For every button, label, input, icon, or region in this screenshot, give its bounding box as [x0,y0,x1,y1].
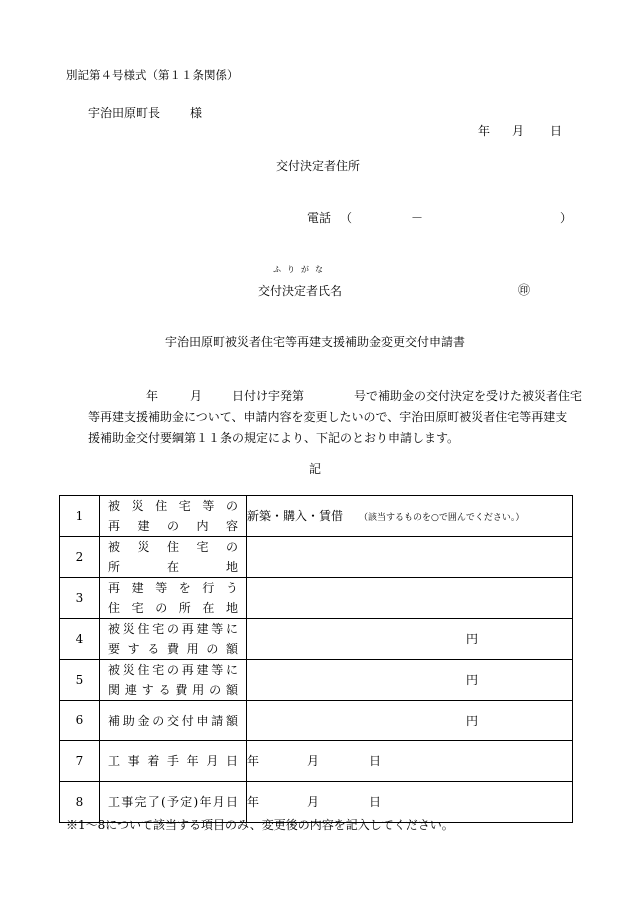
item-line: 関連する費用の額 [108,683,238,697]
cell-year: 年 [247,753,260,768]
item-line: 被災住宅の再建等に [108,663,238,677]
phone-open-paren: （ [340,211,353,225]
row-item [100,701,247,741]
choice-note: （該当するものを○で囲んでください。） [359,512,525,523]
yen-unit: 円 [465,631,478,646]
seal-mark: ㊞ [518,283,531,297]
related-cost-field[interactable] [247,660,573,701]
item-line: 補助金の交付申請額 [108,713,238,728]
phone-dash: － [411,211,424,225]
cell-month: 月 [307,794,320,809]
table-row [60,660,573,701]
application-date [478,124,562,138]
new-house-location-field[interactable] [247,578,573,619]
damaged-house-location-field[interactable] [247,537,573,578]
item-line: 被災住宅の再建等に [108,622,238,636]
item-line: 被災住宅等の [108,499,238,513]
item-line: 被災住宅の [108,540,238,554]
date-year: 年 [478,124,491,138]
row-item [100,660,247,701]
row-number: 7 [60,741,100,782]
item-line: 工事完了(予定)年月日 [108,795,238,809]
body-month: 月 [190,389,203,403]
row-number: 2 [60,537,100,578]
construction-start-date-field[interactable] [247,741,573,782]
item-line: 要する費用の額 [108,642,238,656]
cell-day: 日 [369,753,382,768]
row-number: 4 [60,619,100,660]
body-paragraph [88,386,583,449]
table-row [60,578,573,619]
table-row [60,496,573,537]
row-item [100,496,247,537]
application-table [59,495,573,823]
construction-end-date-field[interactable] [247,782,573,823]
row-item [100,619,247,660]
choice-options: 新築・購入・賃借 [247,508,344,523]
addressee-honorific: 様 [190,106,203,120]
phone-close-paren: ） [560,211,573,225]
applicant-name-label: 交付決定者氏名 [258,284,343,298]
item-line: 再建の内容 [108,519,238,533]
body-line-1-end: 号で補助金の交付決定を受けた被災者住宅 [354,389,583,403]
item-line: 工事着手年月日 [108,754,238,768]
item-line: 住宅の所在地 [108,601,238,615]
cell-day: 日 [369,794,382,809]
row-number: 6 [60,701,100,741]
table-row [60,782,573,823]
row-number: 1 [60,496,100,537]
row-number: 5 [60,660,100,701]
ki-heading: 記 [308,462,321,476]
cell-month: 月 [307,753,320,768]
table-row [60,619,573,660]
table-row [60,537,573,578]
row-item [100,782,247,823]
furigana-label: ふりがな [273,265,329,274]
body-line-1 [88,386,583,407]
form-number: 別記第４号様式（第１１条関係） [66,68,239,82]
item-line: 再建等を行う [108,581,238,595]
body-line-3: 援補助金交付要綱第１１条の規定により、下記のとおり申請します。 [88,431,460,445]
phone-label: 電話 [307,211,332,225]
applicant-address-label: 交付決定者住所 [276,159,361,173]
footnote: ※1～8について該当する項目のみ、変更後の内容を記入してください。 [66,818,454,832]
reconstruction-type-field[interactable] [247,496,573,537]
yen-unit: 円 [465,672,478,687]
body-year: 年 [146,389,159,403]
phone-line [307,211,573,225]
subsidy-amount-field[interactable] [247,701,573,741]
item-line: 所在地 [108,560,238,574]
row-number: 3 [60,578,100,619]
addressee-name: 宇治田原町長 [88,106,161,120]
addressee [88,106,202,120]
row-number: 8 [60,782,100,823]
row-item [100,578,247,619]
cell-year: 年 [247,794,260,809]
row-item [100,741,247,782]
date-month: 月 [512,124,525,138]
body-reference: 日付け宇発第 [232,389,305,403]
row-item [100,537,247,578]
document-title: 宇治田原町被災者住宅等再建支援補助金変更交付申請書 [164,335,465,349]
body-line-2: 等再建支援補助金について、申請内容を変更したいので、宇治田原町被災者住宅等再建支 [88,410,568,424]
table-row [60,701,573,741]
date-day: 日 [550,124,563,138]
yen-unit: 円 [465,713,478,728]
table-row [60,741,573,782]
required-cost-field[interactable] [247,619,573,660]
